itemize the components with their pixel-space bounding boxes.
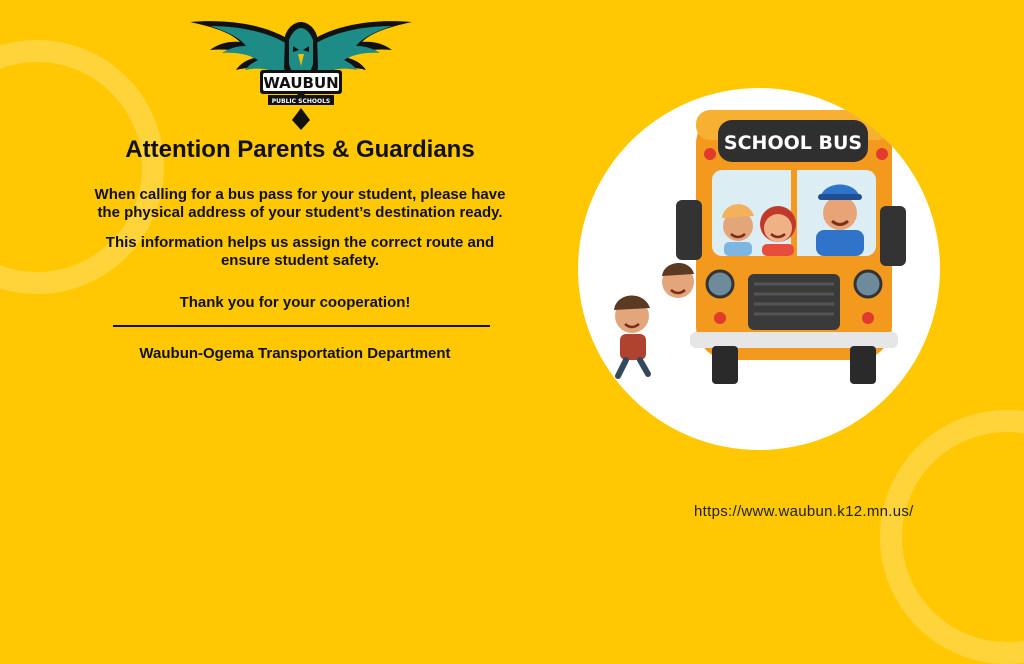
peeking-boy-icon	[662, 263, 694, 298]
mirror-icon	[676, 200, 702, 260]
info-paragraph	[40, 234, 560, 270]
paragraph-line: the physical address of your student’s destination ready.	[97, 204, 503, 221]
wheel-icon	[850, 346, 876, 384]
instruction-paragraph	[40, 186, 560, 222]
divider	[113, 325, 490, 327]
headlight-icon	[855, 271, 881, 297]
girl-icon	[760, 206, 796, 256]
decorative-ring	[880, 410, 1024, 664]
boy-icon	[722, 204, 754, 256]
department-name: Waubun-Ogema Transportation Department	[139, 345, 451, 362]
mirror-icon	[880, 206, 906, 266]
bus-light-icon	[876, 148, 888, 160]
logo-subtitle: PUBLIC SCHOOLS	[271, 98, 331, 105]
bus-sign-text: SCHOOL BUS	[723, 132, 863, 154]
paragraph-line: This information helps us assign the correct route and	[105, 234, 495, 251]
bus-light-icon	[704, 148, 716, 160]
website-url[interactable]: https://www.waubun.k12.mn.us/	[694, 503, 914, 520]
waubun-logo	[188, 8, 414, 130]
school-bus-illustration	[578, 88, 940, 450]
running-boy-icon	[614, 295, 650, 376]
page-title: Attention Parents & Guardians	[125, 136, 475, 163]
paragraph-line: When calling for a bus pass for your student, please have	[94, 186, 506, 203]
logo-banner	[260, 70, 342, 105]
paragraph-line: ensure student safety.	[220, 252, 380, 269]
headlight-icon	[707, 271, 733, 297]
illustration-circle	[578, 88, 940, 450]
thank-you-text: Thank you for your cooperation!	[179, 294, 411, 311]
logo-name: WAUBUN	[263, 74, 339, 92]
wheel-icon	[712, 346, 738, 384]
